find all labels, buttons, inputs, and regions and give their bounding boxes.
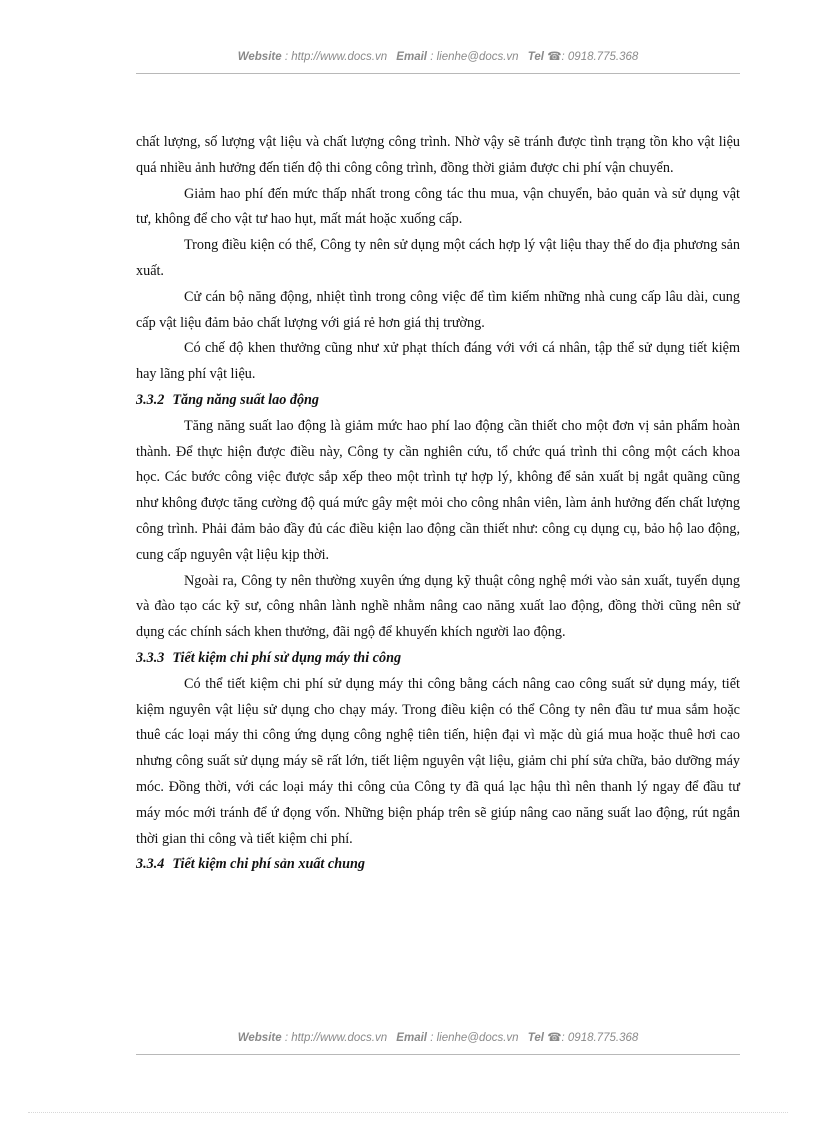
- footer-website-label: Website: [237, 1032, 282, 1044]
- header-email-label: Email: [396, 51, 427, 63]
- page-bottom-border: [28, 1112, 788, 1113]
- footer-website-link[interactable]: : http://www.docs.vn: [284, 1032, 388, 1044]
- paragraph: chất lượng, số lượng vật liệu và chất lượng công trình. Nhờ vậy sẽ tránh được tình trạng tồn kho vật liệu quá nhiều ảnh hưởng đến tiến độ thi công công trình, đồng thời giảm được chi phí vận chuyển.: [136, 134, 740, 176]
- section-number: 3.3.4: [136, 856, 165, 873]
- section-heading-3-3-4: [136, 852, 740, 878]
- paragraph: Cử cán bộ năng động, nhiệt tình trong công việc để tìm kiếm những nhà cung cấp lâu dài, cung cấp vật liệu đảm bảo chất lượng với giá rẻ hơn giá thị trường.: [136, 288, 740, 331]
- header-email-link[interactable]: : lienhe@docs.vn: [430, 51, 519, 63]
- paragraph: Có chế độ khen thưởng cũng như xử phạt thích đáng với với cá nhân, tập thể sử dụng tiết kiệm hay lãng phí vật liệu.: [136, 340, 740, 383]
- phone-icon: ☎: [547, 1032, 562, 1044]
- header-divider: [136, 73, 740, 74]
- page-header: [136, 49, 740, 63]
- footer-tel-value: : 0918.775.368: [561, 1032, 639, 1044]
- header-website-label: Website: [237, 51, 282, 63]
- section-title: Tiết kiệm chi phí sản xuất chung: [172, 856, 365, 873]
- document-body: [136, 130, 740, 878]
- footer-email-label: Email: [396, 1032, 427, 1044]
- footer-email-link[interactable]: : lienhe@docs.vn: [430, 1032, 519, 1044]
- section-number: 3.3.3: [136, 649, 165, 666]
- section-title: Tiết kiệm chi phí sử dụng máy thi công: [172, 649, 402, 666]
- paragraph: Giảm hao phí đến mức thấp nhất trong công tác thu mua, vận chuyển, bảo quản và sử dụng vật tư, không để cho vật tư hao hụt, mất mát hoặc xuống cấp.: [136, 185, 740, 228]
- section-heading-3-3-2: [136, 388, 740, 414]
- paragraph: Tăng năng suất lao động là giảm mức hao phí lao động cần thiết cho một đơn vị sản phẩm hoàn thành. Để thực hiện được điều này, Công ty cần nghiên cứu, tổ chức quá trình thi công một cách khoa học. Các bước công việc được sắp xếp theo một trình tự hợp lý, không để sản xuất bị ngắt quãng cũng như không được tăng cường độ quá mức gây mệt mỏi cho công nhân viên, làm ảnh hưởng đến chất lượng công trình. Phải đảm bảo đầy đủ các điều kiện lao động cần thiết như: công cụ dụng cụ, bảo hộ lao động, cung cấp nguyên vật liệu kịp thời.: [136, 417, 740, 563]
- footer-divider: [136, 1054, 740, 1055]
- section-title: Tăng năng suất lao động: [172, 391, 320, 408]
- paragraph: Ngoài ra, Công ty nên thường xuyên ứng dụng kỹ thuật công nghệ mới vào sản xuất, tuyển dụng và đào tạo các kỹ sư, công nhân lành nghề nhằm nâng cao năng xuất lao động, đồng thời cũng nên sử dụng các chính sách khen thưởng, đãi ngộ để khuyến khích người lao động.: [136, 572, 740, 641]
- section-heading-3-3-3: [136, 646, 740, 672]
- header-website-link[interactable]: : http://www.docs.vn: [284, 51, 388, 63]
- paragraph: Trong điều kiện có thể, Công ty nên sử dụng một cách hợp lý vật liệu thay thế do địa phương sản xuất.: [136, 237, 740, 279]
- section-number: 3.3.2: [136, 391, 165, 408]
- paragraph: Có thể tiết kiệm chi phí sử dụng máy thi công bằng cách nâng cao công suất sử dụng máy, tiết kiệm nguyên vật liệu sử dụng cho chạy máy. Trong điều kiện có thể Công ty nên đầu tư mua sắm hoặc thuê các loại máy thi công ứng dụng công nghệ tiên tiến, hiện đại vì mặc dù giá mua hoặc thuê hơi cao nhưng công suất sử dụng máy sẽ rất lớn, tiết liệm nguyên vật liệu, giảm chi phí sửa chữa, bảo dưỡng máy móc. Đồng thời, với các loại máy thi công của Công ty đã quá lạc hậu thì nên thanh lý ngay để đầu tư máy móc mới tránh để ứ đọng vốn. Những biện pháp trên sẽ giúp nâng cao năng suất lao động, rút ngắn thời gian thi công và tiết kiệm chi phí.: [136, 675, 740, 847]
- phone-icon: ☎: [547, 51, 562, 63]
- page-footer: [136, 1030, 740, 1044]
- footer-tel-label: Tel: [527, 1032, 544, 1044]
- header-tel-label: Tel: [527, 51, 544, 63]
- header-tel-value: : 0918.775.368: [561, 51, 639, 63]
